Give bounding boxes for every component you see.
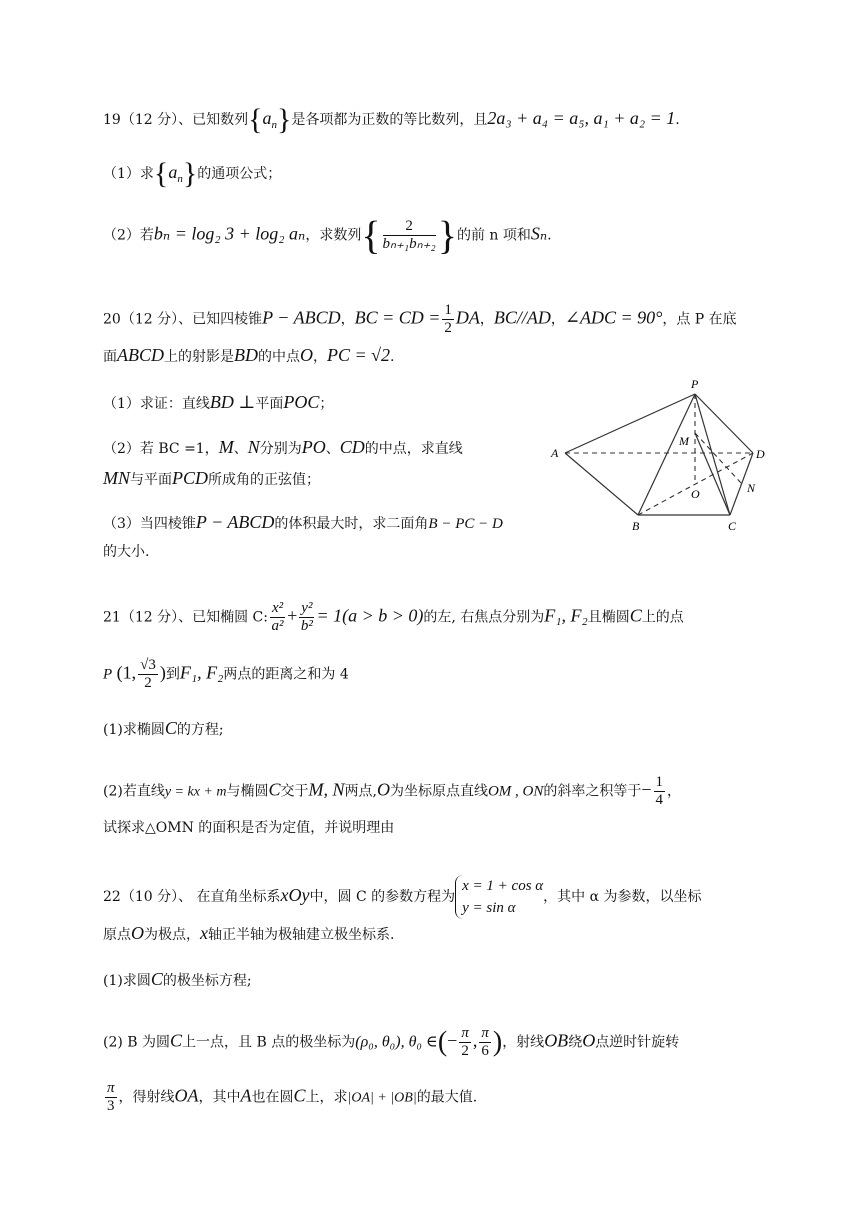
q19-condition: 2a₃ + a₄ = a₅, a₁ + a₂ = 1 xyxy=(487,108,676,128)
q21-l2-p: P xyxy=(103,666,113,683)
q22-p3-abs: |OA| + |OB| xyxy=(347,1090,417,1106)
q22-p1-b: 的极坐标方程; xyxy=(162,973,252,989)
q19-p2-fraction xyxy=(383,218,436,253)
q20-p3-ang: B − PC − D xyxy=(428,516,503,532)
q19-intro2: 是各项都为正数的等比数列，且 xyxy=(291,112,488,128)
q21-p2b: 试探求△OMN 的面积是否为定值，并说明理由 xyxy=(103,820,395,836)
q21-p2-om: OM , ON xyxy=(487,783,544,800)
q21-l2-f: F₁, F₂ xyxy=(179,662,224,683)
q20-p2-b: 、 xyxy=(233,441,248,457)
q20-l2-b: 上的射影是 xyxy=(164,349,234,365)
q21-l2-close: ) xyxy=(159,662,166,683)
q20-l2-abcd: ABCD xyxy=(117,345,164,365)
q19-p1-sub: n xyxy=(177,172,183,185)
q19-p1-post: 的通项公式； xyxy=(197,166,282,182)
q20-p1-b: 平面 xyxy=(255,396,284,412)
q19-frac-num: 2 xyxy=(383,218,436,236)
pyramid-figure xyxy=(548,374,772,536)
q20-half-num: 1 xyxy=(444,302,452,318)
q21-p1-c: C xyxy=(164,718,177,738)
q22-pi-b: π xyxy=(481,1025,489,1041)
q19-brace-close: } xyxy=(277,103,292,136)
q20-p2b-a: 与平面 xyxy=(130,472,172,488)
q20-half-den: 2 xyxy=(444,320,452,336)
q20-l2-c: 的中点 xyxy=(258,349,300,365)
label-a: A xyxy=(551,446,559,460)
q19-part2 xyxy=(103,212,552,258)
q19-frac-den: bₙ₊₁bₙ₊₂ xyxy=(382,236,436,252)
q22-p2-b: 上一点，且 B 点的极坐标为 xyxy=(182,1034,356,1051)
q20-p2-n: N xyxy=(247,437,260,457)
q22-p2-f: 点逆时针旋转 xyxy=(595,1034,680,1051)
q19-p2-brace-open: { xyxy=(361,212,381,258)
q21-eq: = 1(a > b > 0) xyxy=(316,605,424,626)
q22-pi-a: π xyxy=(461,1025,469,1041)
label-o: O xyxy=(691,487,700,501)
q22-frac-pi2 xyxy=(459,1025,471,1060)
q19-p2-end: . xyxy=(547,227,552,244)
q21-part2 xyxy=(103,774,681,809)
q21-two: 2 xyxy=(144,675,152,691)
q20-l1-e: ，点 P 在底 xyxy=(662,311,737,328)
q20-p2b-b: 所成角的正弦值； xyxy=(208,472,320,488)
q19-part1 xyxy=(103,157,282,190)
line-mc xyxy=(695,433,730,515)
q21-l1-f: F₁, F₂ xyxy=(544,605,588,626)
q20-da: DA xyxy=(455,307,480,328)
q21-p2-mn: M, N xyxy=(308,779,345,800)
q20-p3-a: （3）当四棱锥 xyxy=(103,516,196,532)
q22-p3-d: 上，求 xyxy=(305,1089,348,1106)
label-p: P xyxy=(691,377,699,391)
q22-sys1: x = 1 + cos α xyxy=(462,878,544,894)
q21-plus: + xyxy=(287,605,298,626)
q19-p2-s: Sₙ xyxy=(530,223,548,244)
q21-q-num: 1 xyxy=(655,774,664,790)
q22-p3-b: ，其中 xyxy=(198,1089,241,1106)
q20-angle: ∠ADC = 90° xyxy=(564,307,663,328)
q19-line1 xyxy=(103,103,680,136)
q21-b2: b² xyxy=(300,618,313,634)
q22-p3-c: 也在圆 xyxy=(251,1089,294,1106)
q20-p2-a: （2）若 BC =1， xyxy=(103,441,219,457)
label-m: M xyxy=(679,434,689,448)
q21-p2-b: 与椭圆 xyxy=(226,783,269,800)
q22-p2-d: ，射线 xyxy=(502,1034,545,1051)
q22-xoy: xOy xyxy=(280,885,310,905)
q20-p2-d: 、 xyxy=(325,441,340,457)
q19-p1-brace-close: } xyxy=(182,157,198,190)
q22-comma: , xyxy=(472,1030,478,1051)
q19-intro: 19（12 分）、已知数列 xyxy=(103,112,249,128)
edge-ab xyxy=(565,453,638,515)
q20-p1-bd: BD ⊥ xyxy=(209,392,256,412)
q22-l1-c: ，其中 α 为参数，以坐标 xyxy=(543,889,702,905)
q21-frac-x xyxy=(270,600,285,635)
q21-p2-line: y = kx + m xyxy=(164,784,227,800)
q22-p2-c: C xyxy=(170,1030,183,1051)
label-n: N xyxy=(747,481,756,495)
q22-l2-o: O xyxy=(131,923,144,943)
q20-pyramid: P − ABCD xyxy=(262,307,341,328)
q21-line1 xyxy=(103,600,684,635)
q21-neg: − xyxy=(641,779,652,800)
q22-l2-c: 轴正半轴为极轴建立极坐标系. xyxy=(208,927,395,943)
q22-l1-b: 中，圆 C 的参数方程为 xyxy=(309,889,456,905)
q19-p1-pre: （1）求 xyxy=(103,166,154,182)
q22-l1-a: 22（10 分）、 在直角坐标系 xyxy=(103,889,281,905)
q22-sys2: y = sin α xyxy=(462,900,516,916)
q19-p2-post: 的前 n 项和 xyxy=(456,227,531,244)
edge-pb xyxy=(638,394,695,515)
q20-p1-poc: POC xyxy=(283,392,320,412)
q21-l1-a: 21（12 分）、已知椭圆 C: xyxy=(103,609,268,626)
q21-p2-d: 交于 xyxy=(280,783,309,800)
q22-frac-pi6 xyxy=(479,1025,491,1060)
edge-pa xyxy=(565,394,695,453)
q20-l2-o: O xyxy=(300,345,313,365)
q20-part1 xyxy=(103,392,333,414)
q20-p2b-pcd: PCD xyxy=(172,468,208,488)
q20-part3-cont xyxy=(103,542,149,562)
q21-x2: x² xyxy=(271,600,284,616)
q20-l2-e: . xyxy=(390,349,395,365)
q21-l2-b: 两点的距离之和为 4 xyxy=(223,666,349,683)
q20-p2-c: 分别为 xyxy=(259,441,302,457)
q19-p2-pre: （2）若 xyxy=(103,227,154,244)
q22-p2-polar: (ρ₀, θ₀), θ₀ ∈ xyxy=(355,1033,438,1051)
q21-p2-e: 两点, xyxy=(344,783,377,800)
q20-eq: BC = CD = xyxy=(354,307,441,328)
q22-part1 xyxy=(103,969,252,991)
q22-paren-close: ) xyxy=(492,1026,503,1058)
q21-sqrt3: √3 xyxy=(140,657,156,673)
q22-part2-cont xyxy=(103,1080,477,1115)
q20-l2-d: ， xyxy=(313,349,327,365)
q21-line2 xyxy=(103,657,349,692)
q20-p2-po: PO xyxy=(301,437,326,457)
q19-p2-mid: ，求数列 xyxy=(305,227,362,244)
q22-p2-e: 绕 xyxy=(568,1034,583,1051)
q22-p2-o: O xyxy=(582,1030,596,1051)
q22-p3-3: 3 xyxy=(107,1098,115,1114)
q19-p2-brace-close: } xyxy=(437,212,457,258)
q20-p2b-mn: MN xyxy=(103,468,130,488)
q20-l1-d: ， xyxy=(550,311,565,328)
q20-p3-b: 的体积最大时，求二面角 xyxy=(274,516,429,532)
q21-p2-f: 为坐标原点直线 xyxy=(389,783,488,800)
q21-l2-open: (1, xyxy=(116,662,137,683)
q20-line1 xyxy=(103,302,737,337)
q20-parallel: BC//AD xyxy=(493,307,551,328)
q21-p2-g: 的斜率之积等于 xyxy=(543,783,642,800)
diag-bd xyxy=(638,453,753,515)
q20-l2-bd: BD xyxy=(234,345,258,365)
q20-l1-a: 20（12 分）、已知四棱锥 xyxy=(103,311,263,328)
q21-l1-cc: C xyxy=(629,605,642,626)
q22-paren-open: ( xyxy=(437,1026,448,1058)
q20-p1-c: ； xyxy=(319,396,334,412)
label-d: D xyxy=(756,447,765,461)
q22-l2-b: 为极点， xyxy=(144,927,200,943)
q21-frac-y xyxy=(299,600,314,635)
q20-p2-cd: CD xyxy=(339,437,365,457)
q20-p3-c: 的大小. xyxy=(103,544,150,560)
q22-p3-e: 的最大值. xyxy=(416,1089,478,1106)
q20-l2-a: 面 xyxy=(103,349,117,365)
q21-q-den: 4 xyxy=(655,792,664,808)
q20-l1-b: ， xyxy=(340,311,355,328)
q20-line2 xyxy=(103,345,394,367)
q20-p2-m: M xyxy=(218,437,234,457)
q20-p2-e: 的中点，求直线 xyxy=(364,441,463,457)
q21-p1-b: 的方程; xyxy=(176,722,224,738)
q20-part2 xyxy=(103,437,463,459)
q19-sub-n: n xyxy=(271,118,277,131)
q21-frac-quarter xyxy=(654,774,666,809)
q22-den2: 2 xyxy=(461,1043,469,1059)
q22-p3-oa: OA xyxy=(174,1085,199,1106)
label-b: B xyxy=(632,519,640,533)
q19-p1-brace-open: { xyxy=(153,157,169,190)
label-c: C xyxy=(728,519,737,533)
q20-l2-pc: PC = √2 xyxy=(327,345,391,365)
q22-part2 xyxy=(103,1025,679,1060)
q22-p3-a: ，得射线 xyxy=(118,1089,175,1106)
q21-l1-b: 的左, 右焦点分别为 xyxy=(423,609,545,626)
q20-l1-c: ， xyxy=(479,311,494,328)
q22-frac-pi3 xyxy=(105,1080,117,1115)
q22-p3-A: A xyxy=(240,1085,252,1106)
q19-end: . xyxy=(675,112,680,128)
q19-seq-a: a xyxy=(262,108,272,128)
q22-p2-ob: OB xyxy=(544,1030,569,1051)
q21-p2-h: ， xyxy=(667,783,682,800)
q22-p1-c: C xyxy=(150,969,163,989)
q22-param-system xyxy=(455,875,543,919)
q19-p1-a: a xyxy=(168,162,178,182)
q21-p2-o: O xyxy=(376,779,390,800)
q22-line2 xyxy=(103,923,394,945)
q20-part2-cont xyxy=(103,468,320,490)
q20-half xyxy=(442,302,454,337)
q20-p3-pyr: P − ABCD xyxy=(195,512,275,532)
q22-neg: − xyxy=(447,1030,458,1051)
q22-p3-cc: C xyxy=(293,1085,306,1106)
q21-y2: y² xyxy=(301,600,313,616)
q21-l1-c: 且椭圆 xyxy=(587,609,630,626)
q21-l2-a: 到 xyxy=(165,666,180,683)
q21-frac-sqrt3 xyxy=(138,657,158,692)
q22-l2-x: x xyxy=(200,923,208,943)
q21-l1-d: 上的点 xyxy=(641,609,684,626)
q22-p3-pi: π xyxy=(107,1080,115,1096)
q21-part2-cont xyxy=(103,818,394,838)
q21-p1-a: (1)求椭圆 xyxy=(103,722,165,738)
q22-l2-a: 原点 xyxy=(103,927,131,943)
q21-part1 xyxy=(103,718,224,740)
q22-den6: 6 xyxy=(481,1043,489,1059)
q20-part3 xyxy=(103,512,503,534)
q20-p1-a: （1）求证：直线 xyxy=(103,396,210,412)
q22-p2-a: (2) B 为圆 xyxy=(103,1034,171,1051)
q21-a2: a² xyxy=(271,618,284,634)
q22-p1-a: (1)求圆 xyxy=(103,973,151,989)
q19-p2-formula: bₙ = log₂ 3 + log₂ aₙ xyxy=(153,223,306,244)
q21-p2-c: C xyxy=(268,779,281,800)
q19-brace-open: { xyxy=(248,103,263,136)
q22-line1 xyxy=(103,875,702,919)
q21-p2-a: (2)若直线 xyxy=(103,783,165,800)
